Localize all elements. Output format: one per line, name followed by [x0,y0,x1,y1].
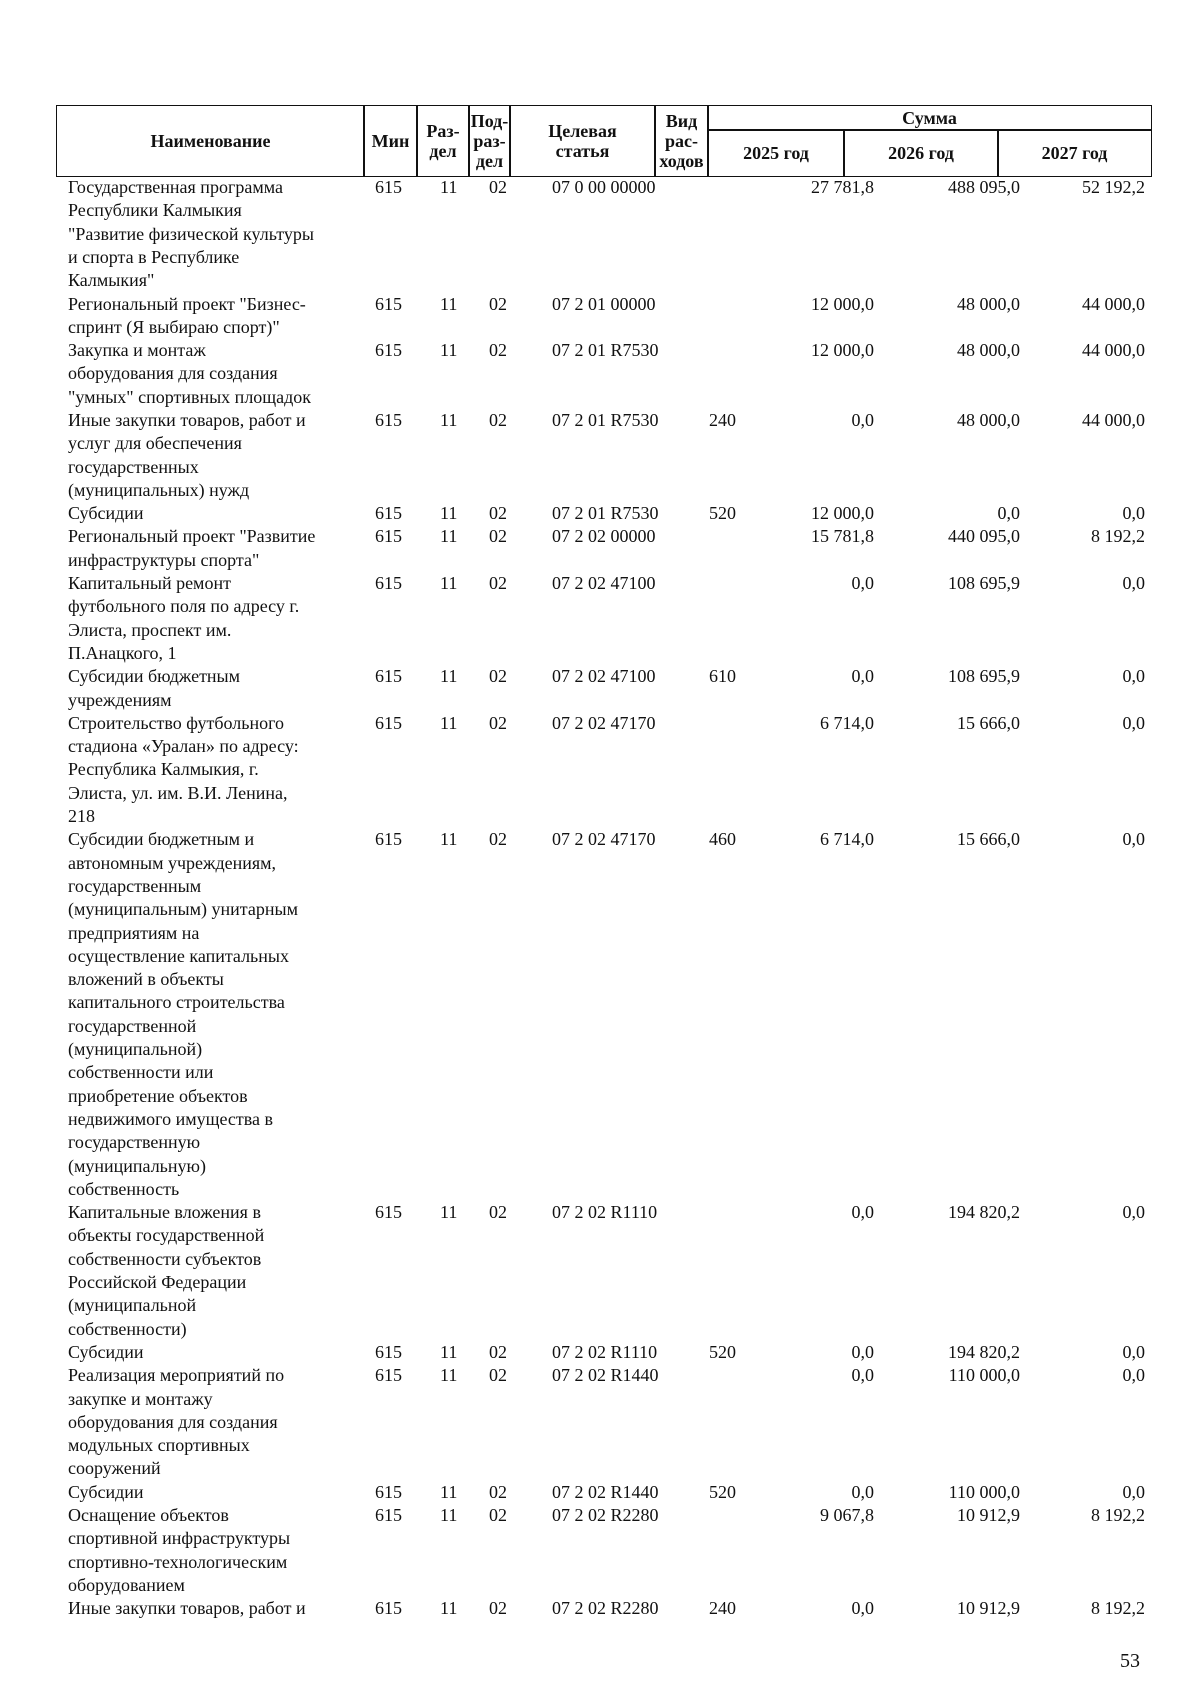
row-min: 615 [375,1365,402,1386]
row-target: 07 2 02 R1110 [552,1202,658,1223]
row-min: 615 [375,829,402,850]
table-row [0,1364,1200,1481]
row-name: Капитальный ремонт футбольного поля по адресу г. Элиста, проспект им. П.Анацкого, 1 [68,573,300,663]
row-name: Иные закупки товаров, работ и услуг для обеспечения государственных (муниципальных) нужд [68,409,306,500]
table-row [0,176,1200,293]
row-y2026: 48 000,0 [957,409,1020,430]
row-min: 615 [375,1202,402,1223]
row-name: Капитальные вложения в объекты государственной собственности субъектов Российской Федерации (муниципальной собственности) [68,1202,265,1339]
row-podrazdel: 02 [489,1202,507,1223]
row-razdel: 11 [440,1341,458,1362]
row-y2026: 194 820,2 [948,1202,1020,1223]
row-name: Реализация мероприятий по закупке и монтажу оборудования для создания модульных спортивных сооружений [68,1365,285,1479]
row-y2027: 0,0 [1122,1341,1145,1362]
header-target: Целевая статья [509,105,656,177]
row-name: Государственная программа Республики Калмыкия "Развитие физической культуры и спорта в Республике Калмыкия" [68,177,314,291]
row-y2026: 108 695,9 [948,573,1020,594]
table-row [0,502,1200,525]
row-y2026: 488 095,0 [948,177,1020,197]
row-name: Закупка и монтаж оборудования для создания "умных" спортивных площадок [68,340,312,407]
row-y2025: 12 000,0 [811,503,874,524]
page-number: 53 [1120,1650,1140,1672]
row-name: Субсидии [68,1341,144,1362]
row-name: Строительство футбольного стадиона «Уралан» по адресу: Республика Калмыкия, г. Элиста, ул. им. В.И. Ленина, 218 [68,712,299,827]
row-name: Региональный проект "Развитие инфраструктуры спорта" [68,526,316,570]
row-podrazdel: 02 [489,1341,507,1362]
row-y2025: 0,0 [851,1365,874,1386]
row-razdel: 11 [440,1481,458,1502]
row-y2027: 44 000,0 [1082,409,1145,430]
row-y2026: 110 000,0 [948,1365,1020,1386]
row-y2025: 12 000,0 [811,293,874,314]
row-target: 07 2 02 R2280 [552,1598,659,1619]
row-y2027: 0,0 [1122,829,1145,850]
row-podrazdel: 02 [489,712,507,733]
row-min: 615 [375,503,402,524]
row-razdel: 11 [440,177,458,197]
row-vid: 520 [709,503,736,524]
row-razdel: 11 [440,573,458,594]
row-min: 615 [375,1481,402,1502]
row-y2025: 0,0 [851,409,874,430]
table-row [0,1481,1200,1504]
row-razdel: 11 [440,526,458,547]
table-row [0,525,1200,572]
row-podrazdel: 02 [489,293,507,314]
row-min: 615 [375,526,402,547]
row-y2026: 10 912,9 [957,1505,1020,1526]
row-y2027: 0,0 [1122,503,1145,524]
row-y2027: 0,0 [1122,666,1145,687]
header-2026: 2026 год [843,129,999,177]
table-row [0,339,1200,409]
row-y2025: 0,0 [851,1598,874,1619]
row-podrazdel: 02 [489,503,507,524]
row-y2026: 48 000,0 [957,340,1020,361]
row-y2027: 8 192,2 [1091,1598,1145,1619]
row-y2026: 48 000,0 [957,293,1020,314]
row-razdel: 11 [440,293,458,314]
table-row [0,1201,1200,1341]
row-razdel: 11 [440,409,458,430]
row-razdel: 11 [440,1598,458,1619]
row-y2025: 15 781,8 [811,526,874,547]
row-y2025: 9 067,8 [820,1505,874,1526]
header-min: Мин [363,105,418,177]
header-2025: 2025 год [707,129,845,177]
row-target: 07 2 01 R7530 [552,503,659,524]
row-podrazdel: 02 [489,409,507,430]
table-row [0,1504,1200,1597]
row-podrazdel: 02 [489,1598,507,1619]
row-podrazdel: 02 [489,573,507,594]
header-podrazdel: Под- раз- дел [468,105,511,177]
row-target: 07 2 02 R1440 [552,1481,659,1502]
row-target: 07 0 00 00000 [552,177,656,197]
table-body [0,176,1200,1621]
row-razdel: 11 [440,712,458,733]
header-vid: Вид рас- ходов [654,105,709,177]
row-target: 07 2 02 47100 [552,666,656,687]
table-row [0,293,1200,340]
row-podrazdel: 02 [489,177,507,197]
row-name: Региональный проект "Бизнес- спринт (Я выбираю спорт)" [68,293,306,337]
row-y2026: 15 666,0 [957,712,1020,733]
row-min: 615 [375,666,402,687]
row-y2026: 110 000,0 [948,1481,1020,1502]
row-min: 615 [375,1598,402,1619]
table-row [0,1341,1200,1364]
row-target: 07 2 01 00000 [552,293,656,314]
row-name: Субсидии бюджетным учреждениям [68,666,241,710]
header-summa: Сумма [707,105,1152,131]
table-header [56,105,1152,177]
table-row [0,712,1200,829]
row-target: 07 2 02 47170 [552,829,656,850]
header-name: Наименование [56,105,365,177]
row-y2027: 0,0 [1122,1202,1145,1223]
row-target: 07 2 01 R7530 [552,340,659,361]
row-target: 07 2 01 R7530 [552,409,659,430]
row-y2025: 0,0 [851,1481,874,1502]
row-y2027: 44 000,0 [1082,293,1145,314]
row-min: 615 [375,177,402,197]
row-y2025: 12 000,0 [811,340,874,361]
row-y2027: 0,0 [1122,573,1145,594]
row-podrazdel: 02 [489,1505,507,1526]
row-y2027: 0,0 [1122,1481,1145,1502]
row-razdel: 11 [440,1202,458,1223]
row-razdel: 11 [440,829,458,850]
row-min: 615 [375,573,402,594]
row-name: Оснащение объектов спортивной инфраструктуры спортивно-технологическим оборудованием [68,1505,291,1595]
row-target: 07 2 02 00000 [552,526,656,547]
header-razdel: Раз- дел [416,105,470,177]
header-2027: 2027 год [997,129,1152,177]
row-min: 615 [375,1505,402,1526]
row-min: 615 [375,293,402,314]
row-y2025: 6 714,0 [820,829,874,850]
row-y2025: 6 714,0 [820,712,874,733]
row-vid: 240 [709,1598,736,1619]
row-target: 07 2 02 R2280 [552,1505,659,1526]
row-razdel: 11 [440,503,458,524]
table-row [0,409,1200,502]
row-name: Субсидии [68,503,144,524]
row-name: Субсидии [68,1481,144,1502]
row-razdel: 11 [440,1505,458,1526]
row-y2027: 0,0 [1122,1365,1145,1386]
table-row [0,572,1200,665]
row-y2025: 0,0 [851,1202,874,1223]
row-y2027: 0,0 [1122,712,1145,733]
row-razdel: 11 [440,1365,458,1386]
row-vid: 520 [709,1481,736,1502]
row-vid: 610 [709,666,736,687]
row-podrazdel: 02 [489,526,507,547]
row-y2027: 52 192,2 [1082,177,1145,197]
row-vid: 240 [709,409,736,430]
row-y2027: 44 000,0 [1082,340,1145,361]
row-y2025: 0,0 [851,573,874,594]
row-podrazdel: 02 [489,1481,507,1502]
row-y2026: 194 820,2 [948,1341,1020,1362]
row-y2026: 10 912,9 [957,1598,1020,1619]
row-vid: 460 [709,829,736,850]
row-min: 615 [375,409,402,430]
row-podrazdel: 02 [489,340,507,361]
table-row [0,1597,1200,1620]
row-y2026: 108 695,9 [948,666,1020,687]
row-vid: 520 [709,1341,736,1362]
row-target: 07 2 02 R1110 [552,1341,658,1362]
table-row [0,828,1200,1201]
row-razdel: 11 [440,340,458,361]
row-razdel: 11 [440,666,458,687]
row-y2025: 0,0 [851,1341,874,1362]
row-min: 615 [375,712,402,733]
row-y2026: 0,0 [997,503,1020,524]
row-min: 615 [375,340,402,361]
row-y2025: 0,0 [851,666,874,687]
row-y2026: 440 095,0 [948,526,1020,547]
row-name: Субсидии бюджетным и автономным учреждениям, государственным (муниципальным) унитарным предприятиям на осуществление капитальных вложений в объекты капитального строительства государственной (муниципальной) собственности или приобретение объектов недвижимого имущества в государственную (муниципальную) собственность [68,829,298,1199]
row-y2027: 8 192,2 [1091,526,1145,547]
row-target: 07 2 02 47170 [552,712,656,733]
row-podrazdel: 02 [489,1365,507,1386]
row-name: Иные закупки товаров, работ и [68,1598,306,1619]
row-y2026: 15 666,0 [957,829,1020,850]
row-podrazdel: 02 [489,666,507,687]
row-target: 07 2 02 47100 [552,573,656,594]
row-target: 07 2 02 R1440 [552,1365,659,1386]
row-y2027: 8 192,2 [1091,1505,1145,1526]
row-y2025: 27 781,8 [811,177,874,197]
row-podrazdel: 02 [489,829,507,850]
row-min: 615 [375,1341,402,1362]
table-row [0,665,1200,712]
